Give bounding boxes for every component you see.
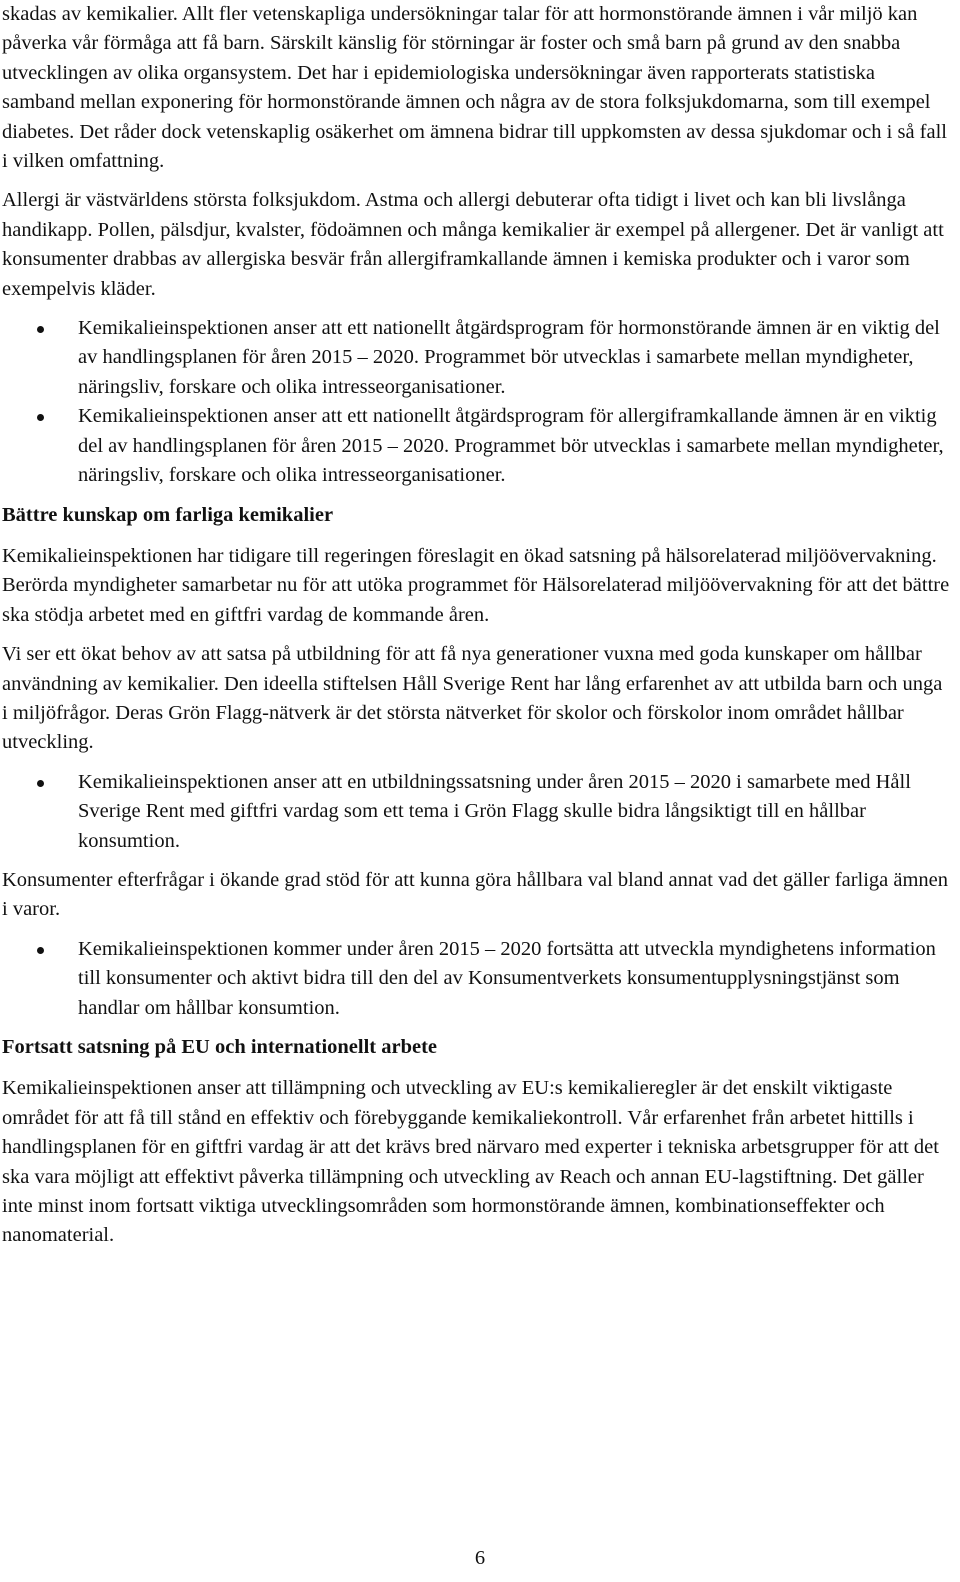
body-paragraph: Allergi är västvärldens största folksjukdom. Astma och allergi debuterar ofta tidigt i livet och kan bli livslånga handikapp. Pollen, pälsdjur, kvalster, födoämnen och många kemikalier är exempel på allergener. Det är vanligt att konsumenter drabbas av allergiska besvär från allergiframkallande ämnen i kemiska produkter och i varor som exempelvis kläder. <box>2 189 944 300</box>
bullet-icon <box>37 326 44 333</box>
list-item <box>2 402 952 490</box>
body-paragraph: Konsumenter efterfrågar i ökande grad stöd för att kunna göra hållbara val bland annat vad det gäller farliga ämnen i varor. <box>2 868 949 921</box>
bullet-list <box>2 314 952 490</box>
list-item <box>2 935 952 1023</box>
bullet-icon <box>37 947 44 954</box>
document-page <box>2 0 952 1261</box>
body-paragraph: Kemikalieinspektionen har tidigare till regeringen föreslagit en ökad satsning på hälsorelaterad miljöövervakning. Berörda myndigheter samarbetar nu för att utöka programmet för Hälsorelaterad miljöövervakning för att det bättre ska stödja arbetet med en giftfri vardag de kommande åren. <box>2 544 950 626</box>
bullet-icon <box>37 780 44 787</box>
list-item <box>2 314 952 402</box>
bullet-list <box>2 935 952 1023</box>
body-paragraph: skadas av kemikalier. Allt fler vetenskapliga undersökningar talar för att hormonstörande ämnen i vår miljö kan påverka vår förmåga att få barn. Särskilt känslig för störningar är foster och små barn på grund av den snabba utvecklingen av olika organsystem. Det har i epidemiologiska undersökningar även rapporterats statistiska samband mellan exponering för hormonstörande ämnen och några av de stora folksjukdomarna, som till exempel diabetes. Det råder dock vetenskaplig osäkerhet om ämnena bidrar till uppkomsten av dessa sjukdomar och i så fall i vilken omfattning. <box>2 3 947 173</box>
body-paragraph: Kemikalieinspektionen anser att tillämpning och utveckling av EU:s kemikalieregler är det enskilt viktigaste området för att få till stånd en effektiv och förebyggande kemikaliekontroll. Vår erfarenhet från arbetet hittills i handlingsplanen för en giftfri vardag är att det krävs bred närvaro med experter i tekniska arbetsgrupper för att det ska vara möjligt att effektivt påverka tillämpning och utveckling av Reach och annan EU-lagstiftning. Det gäller inte minst inom fortsatt viktiga utvecklingsområden som hormonstörande ämnen, kombinationseffekter och nanomaterial. <box>2 1077 939 1247</box>
list-item-text: Kemikalieinspektionen anser att ett nationellt åtgärdsprogram för hormonstörande ämnen är en viktig del av handlingsplanen för åren 2015 – 2020. Programmet bör utvecklas i samarbete mellan myndigheter, näringsliv, forskare och olika intresseorganisationer. <box>78 317 940 398</box>
body-paragraph: Vi ser ett ökat behov av att satsa på utbildning för att få nya generationer vuxna med goda kunskaper om hållbar användning av kemikalier. Den ideella stiftelsen Håll Sverige Rent har lång erfarenhet av att utbilda barn och unga i miljöfrågor. Deras Grön Flagg-nätverk är det största nätverket för skolor och förskolor inom området hållbar utveckling. <box>2 643 943 754</box>
bullet-list <box>2 768 952 856</box>
list-item-text: Kemikalieinspektionen anser att ett nationellt åtgärdsprogram för allergiframkallande ämnen är en viktig del av handlingsplanen för åren 2015 – 2020. Programmet bör utvecklas i samarbete mellan myndigheter, näringsliv, forskare och olika intresseorganisationer. <box>78 405 944 487</box>
section-heading: Bättre kunskap om farliga kemikalier <box>2 503 334 526</box>
bullet-icon <box>37 414 44 421</box>
list-item <box>2 768 952 856</box>
section-heading: Fortsatt satsning på EU och internationellt arbete <box>2 1036 438 1058</box>
list-item-text: Kemikalieinspektionen anser att en utbildningssatsning under åren 2015 – 2020 i samarbete med Håll Sverige Rent med giftfri vardag som ett tema i Grön Flagg skulle bidra långsiktigt till en hållbar konsumtion. <box>78 770 911 852</box>
list-item-text: Kemikalieinspektionen kommer under åren 2015 – 2020 fortsätta att utveckla myndighetens information till konsumenter och aktivt bidra till den del av Konsumentverkets konsumentupplysningstjänst som handlar om hållbar konsumtion. <box>78 937 936 1019</box>
page-number: 6 <box>474 1547 486 1569</box>
